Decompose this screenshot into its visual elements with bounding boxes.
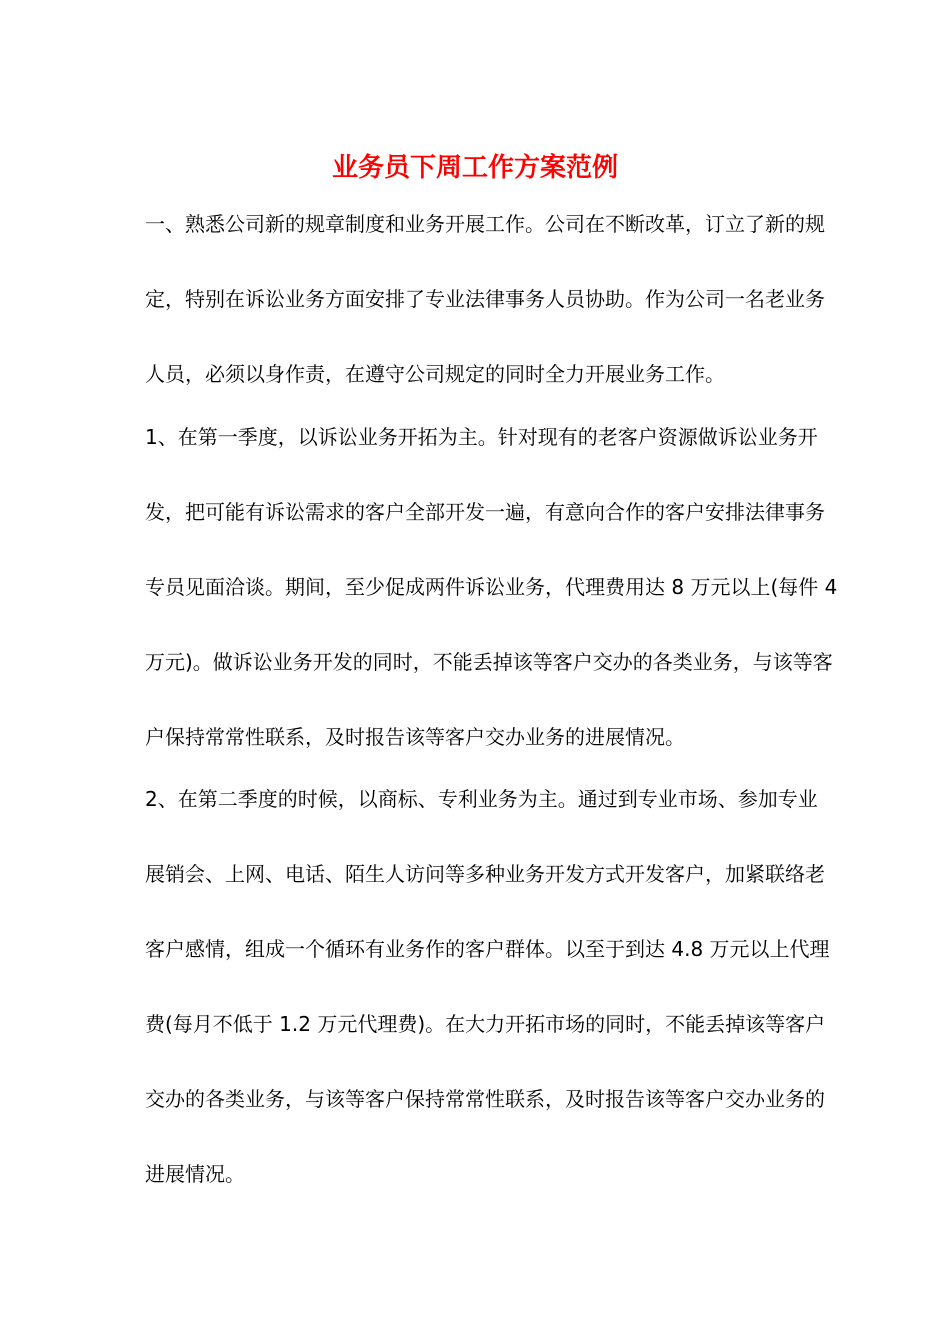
paragraph-3 xyxy=(145,762,830,1212)
paragraph-line: 人员，必须以身作责，在遵守公司规定的同时全力开展业务工作。 xyxy=(145,362,725,386)
paragraph-line: 发，把可能有诉讼需求的客户全部开发一遍，有意向合作的客户安排法律事务 xyxy=(145,500,825,524)
paragraph-line: 万元)。做诉讼业务开发的同时，不能丢掉该等客户交办的各类业务，与该等客 xyxy=(145,650,833,674)
paragraph-line: 2、在第二季度的时候，以商标、专利业务为主。通过到专业市场、参加专业 xyxy=(145,787,818,811)
paragraph-line: 费(每月不低于 1.2 万元代理费)。在大力开拓市场的同时，不能丢掉该等客户 xyxy=(145,1012,826,1036)
paragraph-line: 定，特别在诉讼业务方面安排了专业法律事务人员协助。作为公司一名老业务 xyxy=(145,287,825,311)
paragraph-1 xyxy=(145,187,825,412)
paragraph-line: 户保持常常性联系，及时报告该等客户交办业务的进展情况。 xyxy=(145,725,685,749)
paragraph-line: 展销会、上网、电话、陌生人访问等多种业务开发方式开发客户，加紧联络老 xyxy=(145,862,825,886)
paragraph-line: 进展情况。 xyxy=(145,1162,245,1186)
document-title: 业务员下周工作方案范例 xyxy=(331,153,618,183)
paragraph-line: 1、在第一季度，以诉讼业务开拓为主。针对现有的老客户资源做诉讼业务开 xyxy=(145,425,818,449)
paragraph-line: 交办的各类业务，与该等客户保持常常性联系，及时报告该等客户交办业务的 xyxy=(145,1087,825,1111)
paragraph-2 xyxy=(145,400,838,775)
paragraph-line: 客户感情，组成一个循环有业务作的客户群体。以至于到达 4.8 万元以上代理 xyxy=(145,937,830,961)
paragraph-line: 一、熟悉公司新的规章制度和业务开展工作。公司在不断改革，订立了新的规 xyxy=(145,212,825,236)
paragraph-line: 专员见面洽谈。期间，至少促成两件诉讼业务，代理费用达 8 万元以上(每件 4 xyxy=(145,575,838,599)
